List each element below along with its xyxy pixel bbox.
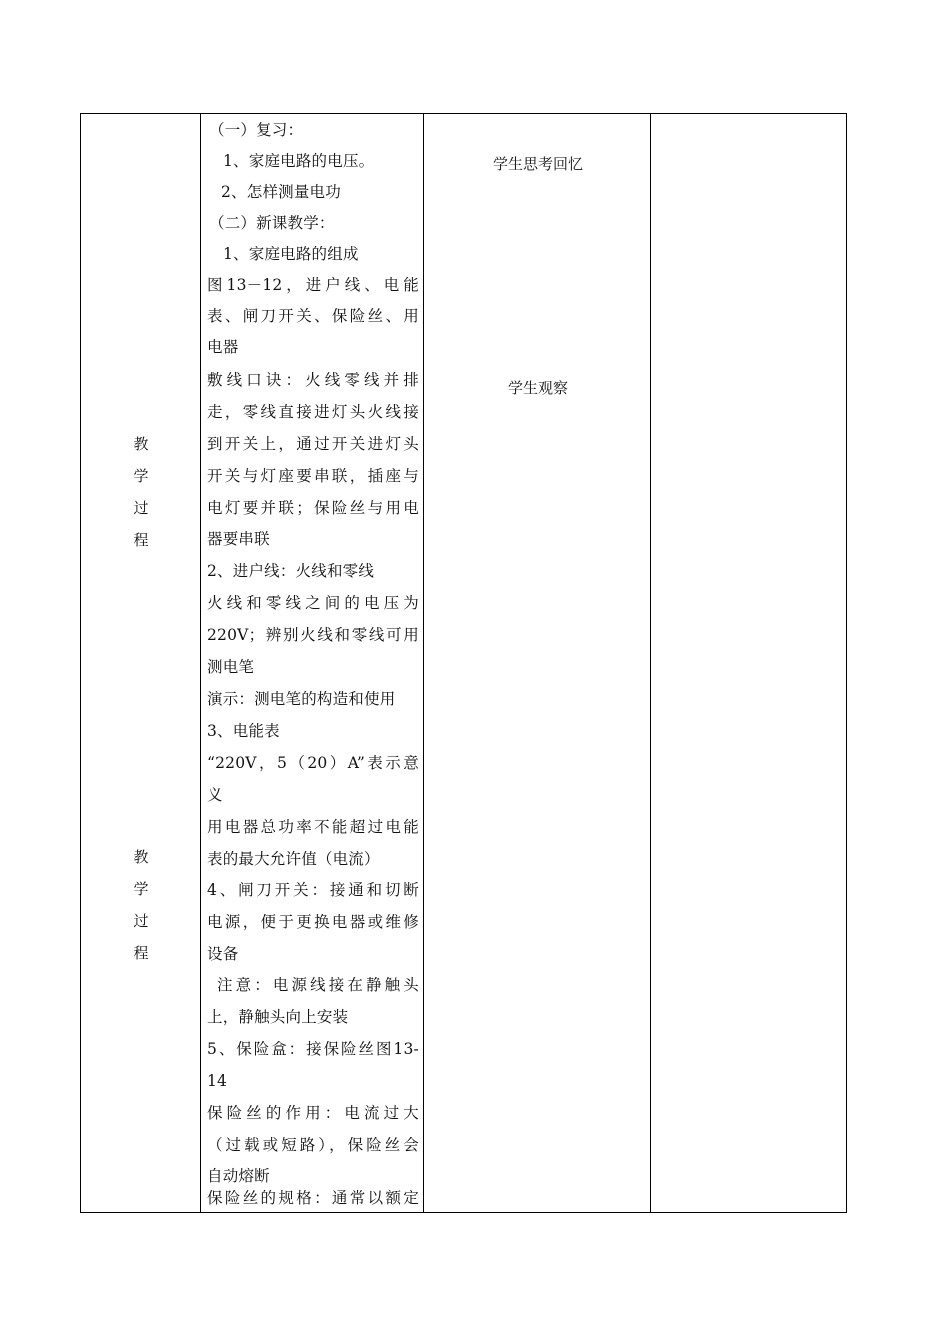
label-char: 程: [133, 944, 149, 962]
content-line: （过载或短路），保险丝会: [207, 1136, 419, 1154]
section-label-second: [129, 841, 153, 969]
content-line: 电器: [207, 338, 239, 356]
content-line: 220V；辨别火线和零线可用: [207, 626, 419, 644]
label-char: 教: [133, 848, 149, 866]
content-line: 上，静触头向上安装: [207, 1008, 349, 1026]
label-char: 教: [133, 435, 149, 453]
content-line: 保险丝的作用：电流过大: [207, 1104, 419, 1122]
column-divider: [200, 114, 201, 1212]
content-line: 5、保险盒：接保险丝图13-: [207, 1040, 419, 1058]
content-line: 4、闸刀开关：接通和切断: [207, 881, 419, 899]
section-label-column: [81, 114, 200, 1212]
content-line: 火线和零线之间的电压为: [207, 594, 419, 612]
content-line: 测电笔: [207, 658, 255, 676]
column-divider: [423, 114, 424, 1212]
section-label-first: [129, 428, 153, 556]
content-line: （二）新课教学：: [209, 214, 335, 232]
content-line: “220V，5（20）A”表示意: [207, 754, 419, 772]
content-line: 保险丝的规格：通常以额定: [207, 1189, 419, 1207]
content-line: 14: [207, 1072, 228, 1090]
label-char: 学: [133, 880, 149, 898]
content-line: 2、进户线：火线和零线: [207, 562, 375, 580]
content-line: 图13－12，进户线、电能: [207, 276, 419, 294]
label-char: 程: [133, 531, 149, 549]
student-activity-recall: 学生思考回忆: [492, 155, 583, 173]
content-line: 注意：电源线接在静触头: [217, 976, 419, 994]
label-char: 过: [133, 912, 149, 930]
content-line: 走，零线直接进灯头火线接: [207, 403, 419, 421]
content-line: 2、怎样测量电功: [221, 183, 341, 201]
content-line: 电源，便于更换电器或维修: [207, 913, 419, 931]
content-line: 到开关上，通过开关进灯头: [207, 435, 419, 453]
content-line: 3、电能表: [207, 722, 280, 740]
notes-column: [651, 114, 847, 1212]
content-line: 开关与灯座要串联，插座与: [207, 467, 419, 485]
label-char: 学: [133, 467, 149, 485]
content-line: 自动熔断: [207, 1167, 270, 1185]
content-line: 表的最大允许值（电流）: [207, 850, 380, 868]
content-line: 电灯要并联；保险丝与用电: [207, 499, 419, 517]
student-activity-observe: 学生观察: [507, 379, 568, 397]
content-line: 设备: [207, 945, 239, 963]
content-line: 1、家庭电路的组成: [223, 245, 359, 263]
content-line: 1、家庭电路的电压。: [223, 152, 375, 170]
lesson-table: [80, 113, 847, 1213]
content-line: 演示：测电笔的构造和使用: [207, 690, 396, 708]
label-char: 过: [133, 499, 149, 517]
content-line: 敷线口诀：火线零线并排: [207, 371, 419, 389]
content-line: （一）复习：: [209, 121, 304, 139]
content-line: 义: [207, 786, 223, 804]
content-line: 用电器总功率不能超过电能: [207, 818, 419, 836]
content-line: 器要串联: [207, 530, 270, 548]
content-line: 表、闸刀开关、保险丝、用: [207, 307, 419, 325]
